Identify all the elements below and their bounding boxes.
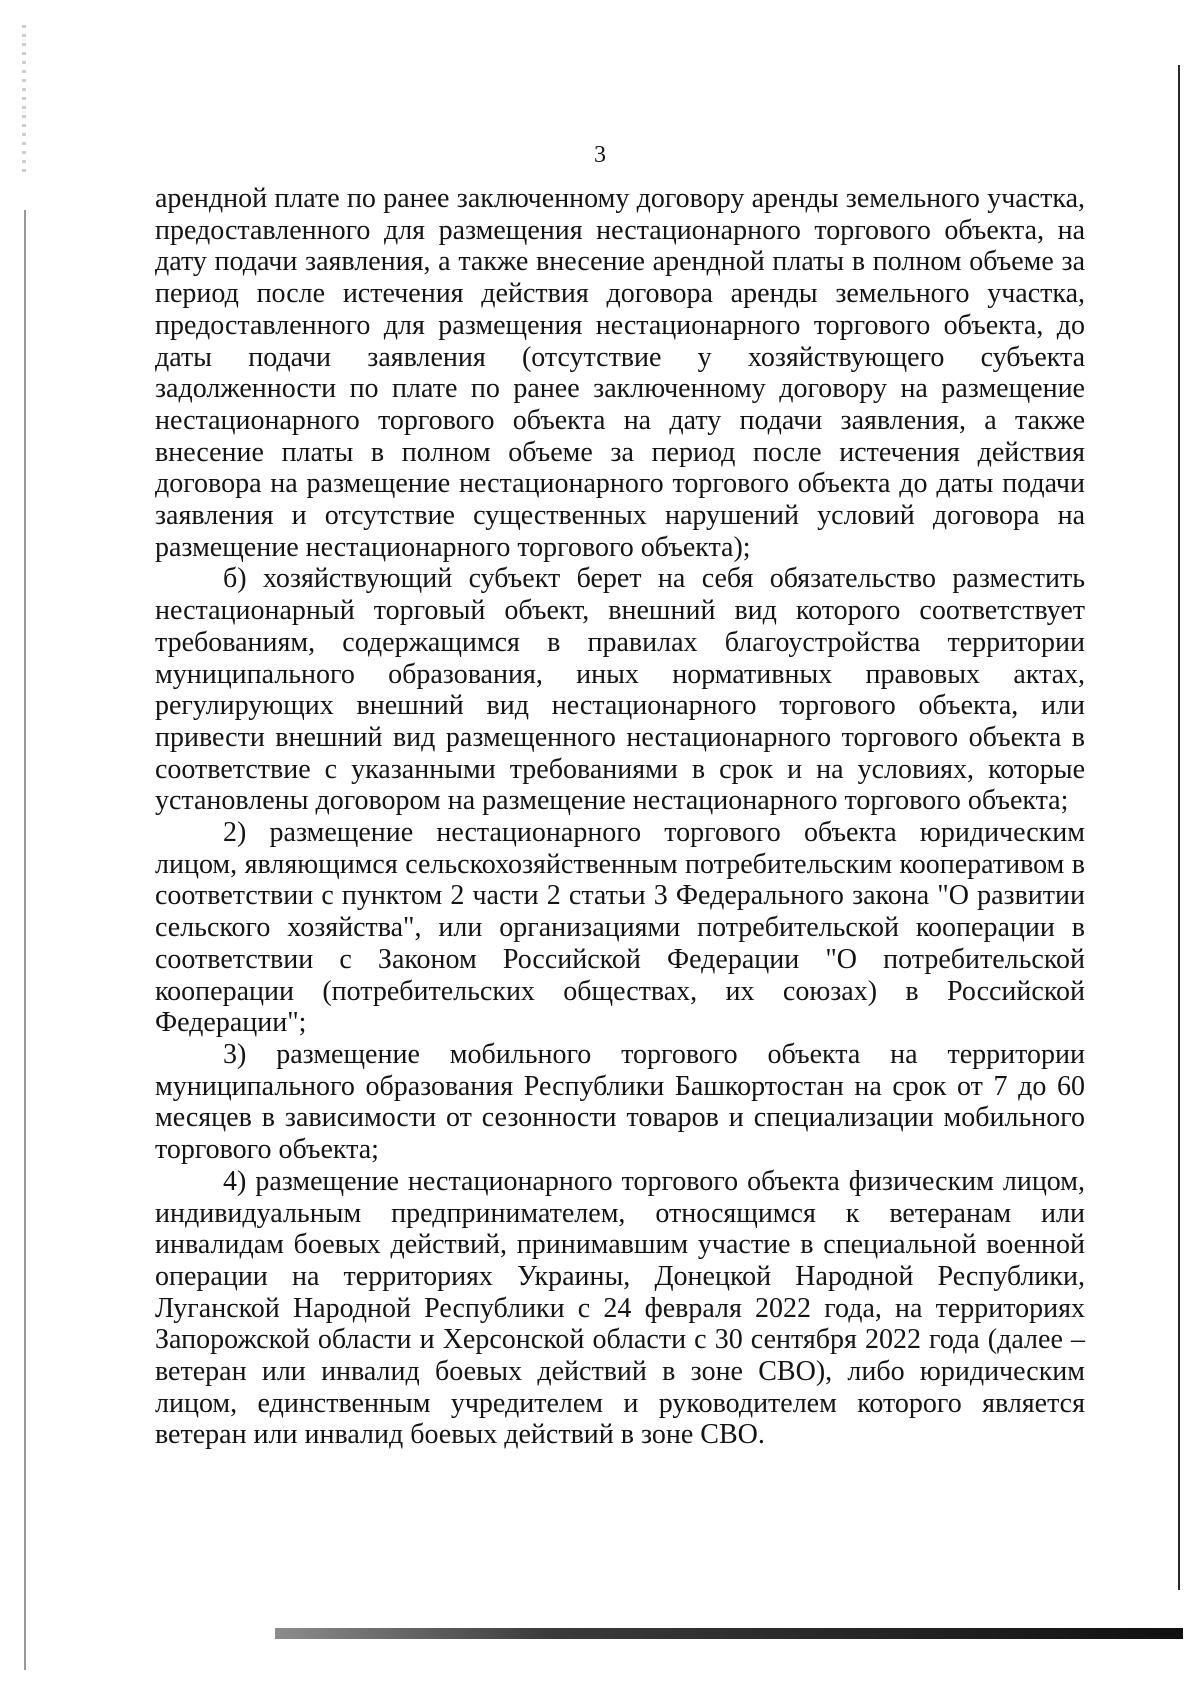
paragraph-item-3: 3) размещение мобильного торгового объекта на территории муниципального образования Республики Башкортостан на срок от 7 до 60 месяцев в зависимости от сезонности товаров и специализации мобильного торгового объекта; xyxy=(155,1038,1085,1166)
document-body xyxy=(155,183,1085,1451)
scan-bottom-edge xyxy=(275,1628,1183,1639)
paragraph-item-b: б) хозяйствующий субъект берет на себя обязательство разместить нестационарный торговый объект, внешний вид которого соответствует требованиям, содержащимся в правилах благоустройства территории муниципального образования, иных нормативных правовых актах, регулирующих внешний вид нестационарного торгового объекта, или привести внешний вид размещенного нестационарного торгового объекта в соответствие с указанными требованиями в срок и на условиях, которые установлены договором на размещение нестационарного торгового объекта; xyxy=(155,563,1085,817)
paragraph-item-4: 4) размещение нестационарного торгового объекта физическим лицом, индивидуальным предпринимателем, относящимся к ветеранам или инвалидам боевых действий, принимавшим участие в специальной военной операции на территориях Украины, Донецкой Народной Республики, Луганской Народной Республики с 24 февраля 2022 года, на территориях Запорожской области и Херсонской области с 30 сентября 2022 года (далее – ветеран или инвалид боевых действий в зоне СВО), либо юридическим лицом, единственным учредителем и руководителем которого является ветеран или инвалид боевых действий в зоне СВО. xyxy=(155,1165,1085,1451)
scan-right-edge xyxy=(1178,65,1180,1590)
paragraph-continuation: арендной плате по ранее заключенному договору аренды земельного участка, предоставленного для размещения нестационарного торгового объекта, на дату подачи заявления, а также внесение арендной платы в полном объеме за период после истечения действия договора аренды земельного участка, предоставленного для размещения нестационарного торгового объекта, до даты подачи заявления (отсутствие у хозяйствующего субъекта задолженности по плате по ранее заключенному договору на размещение нестационарного торгового объекта на дату подачи заявления, а также внесение платы в полном объеме за период после истечения действия договора на размещение нестационарного торгового объекта до даты подачи заявления и отсутствие существенных нарушений условий договора на размещение нестационарного торгового объекта); xyxy=(155,183,1085,563)
paragraph-item-2: 2) размещение нестационарного торгового объекта юридическим лицом, являющимся сельскохозяйственным потребительским кооперативом в соответствии с пунктом 2 части 2 статьи 3 Федерального закона "О развитии сельского хозяйства", или организациями потребительской кооперации в соответствии с Законом Российской Федерации "О потребительской кооперации (потребительских обществах, их союзах) в Российской Федерации"; xyxy=(155,817,1085,1039)
page-number: 3 xyxy=(594,142,606,168)
scan-left-edge xyxy=(24,210,26,1670)
